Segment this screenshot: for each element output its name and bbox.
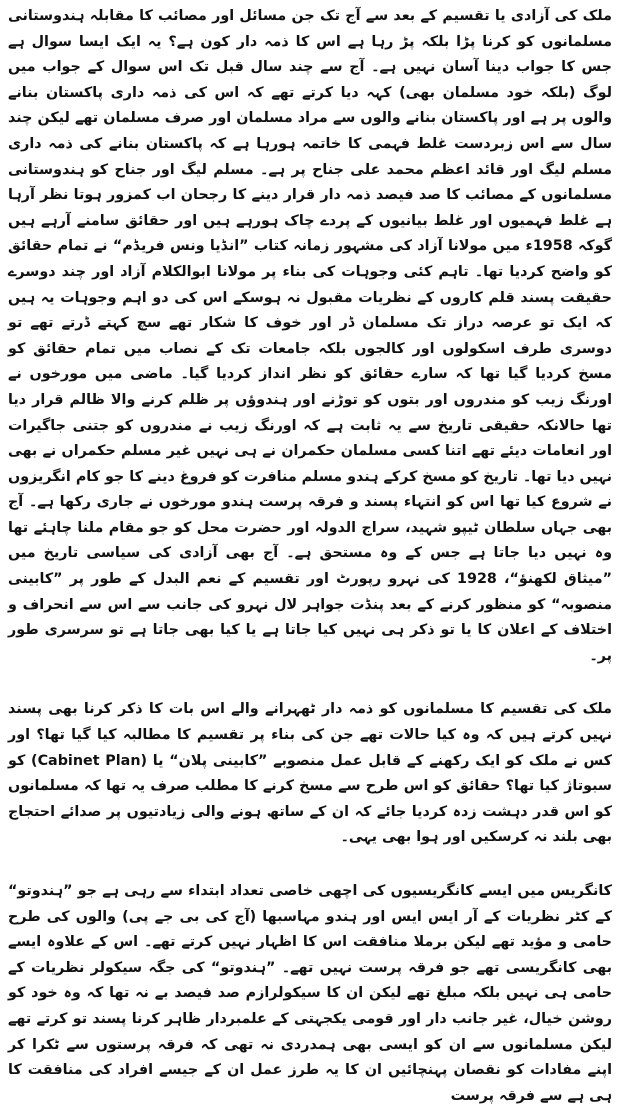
article-paragraph-3: کانگریس میں ایسے کانگریسیوں کی اچھی خاصی تعداد ابتداء سے رہی ہے جو ”ہندوتو“ کے کٹر نظریات کے آر ایس ایس اور ہندو مہاسبھا (آج کی بی جے پی) والوں کی طرح حامی و مؤید تھے لیکن برملا منافقت اس کا اظہار نہیں کرتے تھے۔ اس کے علاوہ ایسے بھی کانگریسی تھے جو فرقہ پرست نہیں تھے۔ ”ہندوتو“ کی جگہ سیکولر نظریات کے حامی ہی نہیں بلکہ مبلغ تھے لیکن ان کا سیکولرازم صد فیصد بے نہ تھا کہ وہ خود کو روشن خیال، غیر جانب دار اور قومی یکجہتی کے علمبردار ظاہر کرنا پسند تو کرتے تھے لیکن مسلمانوں سے ان کو ایسی بھی ہمدردی نہ تھی کہ فرقہ پرستوں سے ٹکرا کر اپنے مفادات کو نقصان پہنچائیں ان کا یہ طرز عمل ان کے جیسے افراد کی منافقت کا ہی ہے سے فرقہ پرست bbox=[8, 883, 612, 1104]
article-paragraph-2: ملک کی تقسیم کا مسلمانوں کو ذمہ دار ٹھہرانے والے اس بات کا ذکر کرنا بھی پسند نہیں کرتے ہیں کہ وہ کیا حالات تھے جن کی بناء پر تقسیم کا مطالبہ کیا گیا تھا؟ اور کس نے ملک کو ایک رکھنے کے قابل عمل منصوبے ”کابینی پلان“ یا (Cabinet Plan) کو سبوتاژ کیا تھا؟ حقائق کو اس طرح سے مسخ کرنے کا مطلب صرف یہ تھا کہ مسلمانوں کو اس قدر دہشت زدہ کردیا جائے کہ ان کے ساتھ ہونے والی زیادتیوں پر صدائے احتجاج بھی بلند نہ کرسکیں اور ہوا بھی یہی۔ bbox=[8, 701, 612, 846]
article-paragraph-1: ملک کی آزادی یا تقسیم کے بعد سے آج تک جن مسائل اور مصائب کا مقابلہ ہندوستانی مسلمانوں کو کرنا پڑا بلکہ پڑ رہا ہے اس کا ذمہ دار کون ہے؟ یہ ایک ایسا سوال ہے جس کا جواب دینا آسان نہیں ہے۔ آج سے چند سال قبل تک اس سوال کے جواب میں لوگ (بلکہ خود مسلمان بھی) کہہ دیا کرتے تھے کہ اس کی ذمہ داری پاکستان بنانے والوں پر ہے اور پاکستان بنانے والوں سے مراد مسلمان اور صرف مسلمان تھے لیکن چند سال سے اس زبردست غلط فہمی کا خاتمہ ہورہا ہے کہ پاکستان بنانے کی ذمہ داری مسلم لیگ اور قائد اعظم محمد علی جناح پر ہے۔ مسلم لیگ اور جناح کو ہندوستانی مسلمانوں کے مصائب کا صد فیصد ذمہ دار قرار دینے کا رجحان اب کمزور ہوتا نظر آرہا ہے غلط فہمیوں اور غلط بیانیوں کے پردے چاک ہورہے ہیں اور حقائق سامنے آرہے ہیں گوکہ 1958ء میں مولانا آزاد کی مشہور زمانہ کتاب ”انڈیا ونس فریڈم“ نے تمام حقائق کو واضح کردیا تھا۔ تاہم کئی وجوہات کی بناء پر مولانا ابوالکلام آزاد اور چند دوسرے حقیقت پسند قلم کاروں کے نظریات مقبول نہ ہوسکے اس کی دو اہم وجوہات یہ ہیں کہ ایک تو عرصہ دراز تک مسلمان ڈر اور خوف کا شکار تھے سچ کہتے ڈرتے تھے تو دوسری طرف اسکولوں اور کالجوں بلکہ جامعات تک کے نصاب میں تمام حقائق کو مسخ کردیا گیا تھا کہ سارے حقائق کو نظر انداز کردیا گیا۔ ماضی میں مورخوں نے اورنگ زیب کو مندروں اور بتوں کو توڑنے اور ہندوؤں پر ظلم کرنے والا ظالم قرار دیا تھا حالانکہ حقیقی تاریخ سے یہ ثابت ہے کہ اورنگ زیب نے مندروں کو جتنی جاگیرات اور انعامات دیئے تھے اتنا کسی مسلمان حکمران نے ہی نہیں غیر مسلم حکمراں نے بھی نہیں دیا تھا۔ تاریخ کو مسخ کرکے ہندو مسلم منافرت کو فروغ دینے کا جو کام انگریزوں نے شروع کیا تھا اس کو انتہاء پسند و فرقہ پرست ہندو مورخوں نے جاری رکھا ہے۔ آج بھی جہاں سلطان ٹیپو شہید، سراج الدولہ اور حضرت محل کو جو مقام ملنا چاہئے تھا وہ نہیں دیا جاتا ہے جس کے وہ مستحق ہے۔ آج بھی آزادی کی سیاسی تاریخ میں ”میثاق لکھنؤ“، 1928 کی نہرو رپورٹ اور تقسیم کے نعم البدل کے طور پر ”کابینی منصوبہ“ کو منظور کرنے کے بعد پنڈت جواہر لال نہرو کی جانب سے اس سے انحراف و اختلاف کے اعلان کا یا تو ذکر ہی نہیں کیا جاتا ہے یا کیا بھی جاتا ہے تو سرسری طور پر۔ bbox=[8, 8, 613, 664]
